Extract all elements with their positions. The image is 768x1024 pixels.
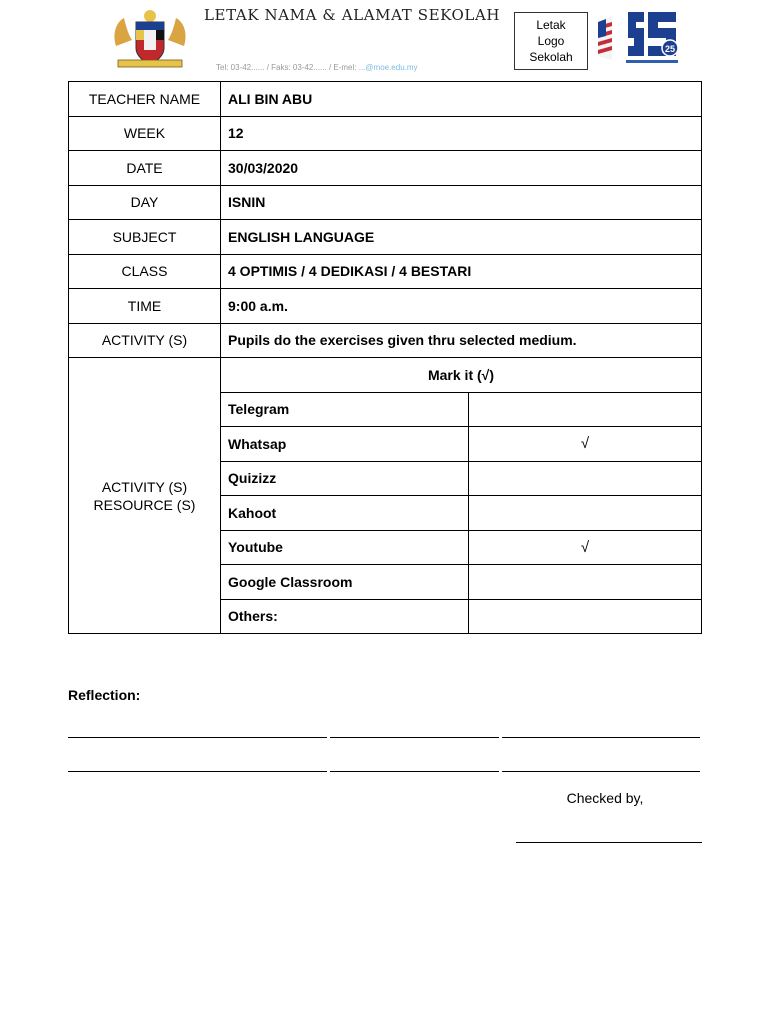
- day-value: ISNIN: [221, 185, 702, 220]
- day-label: DAY: [69, 185, 221, 220]
- resource-name-quizizz: Quizizz: [221, 461, 469, 496]
- flag-stripes-icon: [596, 12, 614, 64]
- class-value: 4 OPTIMIS / 4 DEDIKASI / 4 BESTARI: [221, 254, 702, 289]
- reflection-line[interactable]: [502, 737, 700, 738]
- activity-resource-label: ACTIVITY (S) RESOURCE (S): [69, 358, 221, 634]
- resource-mark-whatsap[interactable]: √: [469, 427, 702, 462]
- resource-mark-quizizz[interactable]: [469, 461, 702, 496]
- date-label: DATE: [69, 151, 221, 186]
- contact-text: Tel: 03-42...... / Faks: 03-42...... / E-mel:: [216, 63, 357, 72]
- resource-name-youtube: Youtube: [221, 530, 469, 565]
- activity-value: Pupils do the exercises given thru selected medium.: [221, 323, 702, 358]
- subject-value: ENGLISH LANGUAGE: [221, 220, 702, 255]
- table-row-date: [69, 151, 702, 186]
- activity-label: ACTIVITY (S): [69, 323, 221, 358]
- table-row-class: [69, 254, 702, 289]
- resource-name-kahoot: Kahoot: [221, 496, 469, 531]
- reflection-label: Reflection:: [68, 687, 141, 703]
- week-value: 12: [221, 116, 702, 151]
- table-row-subject: [69, 220, 702, 255]
- week-label: WEEK: [69, 116, 221, 151]
- resource-mark-telegram[interactable]: [469, 392, 702, 427]
- checked-by-signature-line[interactable]: [516, 842, 702, 843]
- resource-name-others: Others:: [221, 599, 469, 634]
- subject-label: SUBJECT: [69, 220, 221, 255]
- logo-25-text: 25: [664, 44, 676, 54]
- weekly-plan-table: [68, 81, 702, 634]
- resource-name-whatsap: Whatsap: [221, 427, 469, 462]
- checked-by-label: Checked by,: [566, 790, 644, 806]
- class-label: CLASS: [69, 254, 221, 289]
- resource-name-telegram: Telegram: [221, 392, 469, 427]
- resource-mark-kahoot[interactable]: [469, 496, 702, 531]
- letterhead: [0, 0, 768, 76]
- reflection-line[interactable]: [502, 771, 700, 772]
- school-name-placeholder: LETAK NAMA & ALAMAT SEKOLAH: [204, 6, 501, 24]
- school-logo-placeholder: Letak Logo Sekolah: [514, 12, 588, 70]
- resource-mark-youtube[interactable]: √: [469, 530, 702, 565]
- table-row-day: [69, 185, 702, 220]
- ministry-logo-icon: [622, 6, 682, 66]
- table-row-mark-header: [69, 358, 702, 393]
- resource-name-google-classroom: Google Classroom: [221, 565, 469, 600]
- reflection-line[interactable]: [68, 771, 327, 772]
- table-row-week: [69, 116, 702, 151]
- teacher-name-value: ALI BIN ABU: [221, 82, 702, 117]
- contact-email: ...@moe.edu.my: [358, 63, 418, 72]
- reflection-line[interactable]: [330, 771, 499, 772]
- table-row-teacher-name: [69, 82, 702, 117]
- date-value: 30/03/2020: [221, 151, 702, 186]
- school-contact-line: [216, 63, 418, 72]
- resource-mark-google-classroom[interactable]: [469, 565, 702, 600]
- time-value: 9:00 a.m.: [221, 289, 702, 324]
- time-label: TIME: [69, 289, 221, 324]
- teacher-name-label: TEACHER NAME: [69, 82, 221, 117]
- coat-of-arms-icon: [108, 6, 192, 70]
- reflection-line[interactable]: [68, 737, 327, 738]
- table-row-activity: [69, 323, 702, 358]
- table-row-time: [69, 289, 702, 324]
- reflection-line[interactable]: [330, 737, 499, 738]
- resource-mark-others[interactable]: [469, 599, 702, 634]
- mark-it-header: Mark it (√): [221, 358, 702, 393]
